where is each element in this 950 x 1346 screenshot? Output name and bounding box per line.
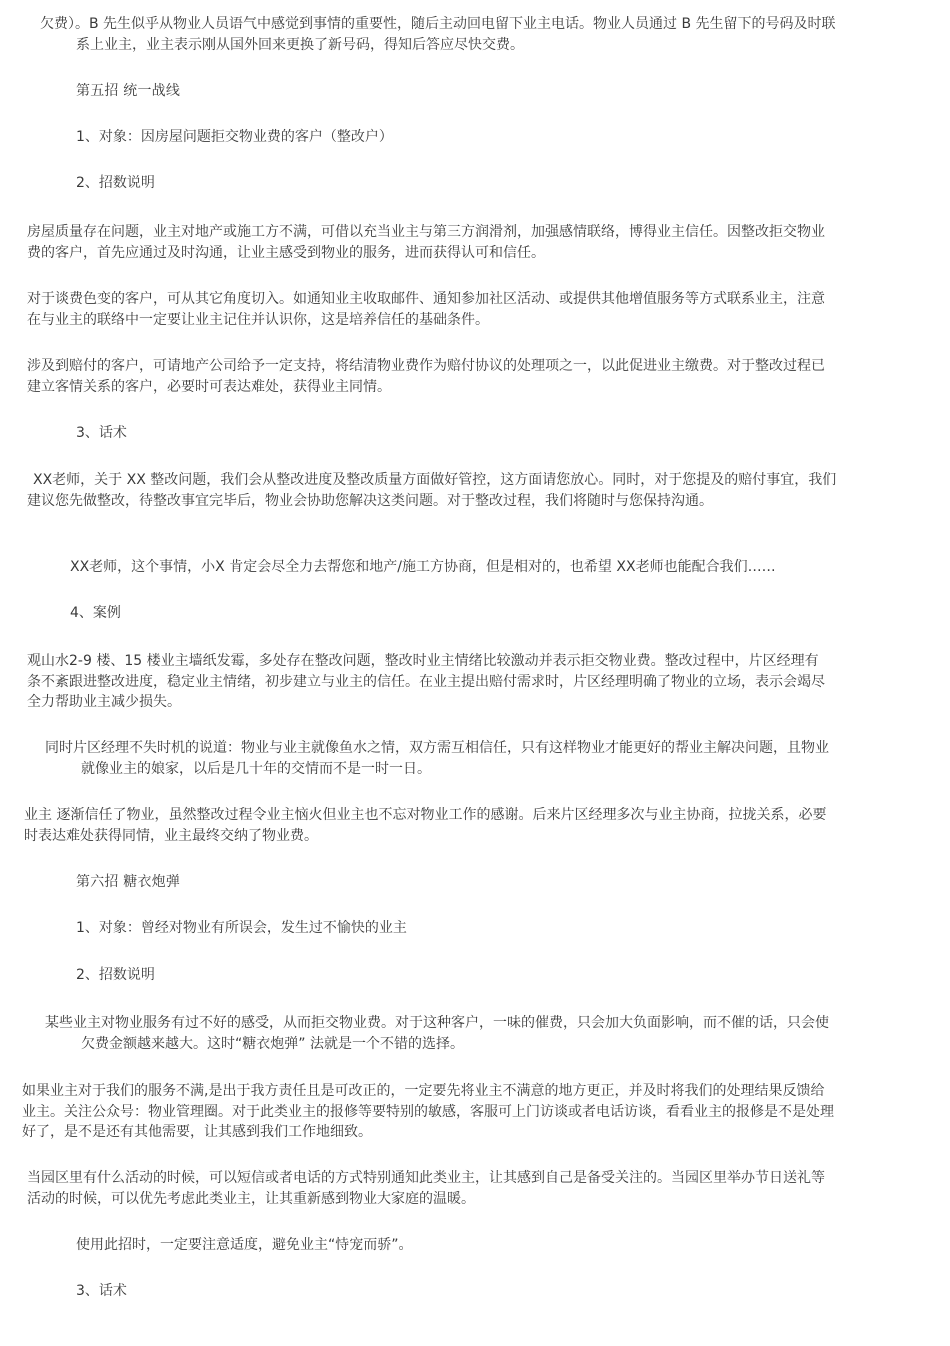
section-heading-sixth-move: 第六招 糖衣炮弹 (76, 874, 181, 890)
item-target-sixth: 1、对象：曾经对物业有所误会，发生过不愉快的业主 (76, 920, 407, 936)
paragraph-sugarcoated: 某些业主对物业服务有过不好的感受，从而拒交物业费。对于这种客户，一味的催费，只会加大负面影响，而不催的话，只会使欠费金额越来越大。这时“糖衣炮弹” 法就是一个不错的选择。 (45, 1015, 829, 1052)
paragraph-fee-averse: 对于谈费色变的客户，可从其它角度切入。如通知业主收取邮件、通知参加社区活动、或提供其他增值服务等方式联系业主，注意在与业主的联络中一定要让业主记住并认识你，这是培养信任的基础条件。 (27, 291, 825, 328)
paragraph-script-one: XX老师，关于 XX 整改问题，我们会从整改进度及整改质量方面做好管控，这方面请您放心。同时，对于您提及的赔付事宜，我们建议您先做整改，待整改事宜完毕后，物业会协助您解决这类问题。对于整改过程，我们将随时与您保持沟通。 (27, 472, 837, 509)
item-move-description-sixth: 2、招数说明 (76, 967, 155, 983)
paragraph-moderation: 使用此招时，一定要注意适度，避免业主“恃宠而骄”。 (76, 1237, 413, 1253)
paragraph-service-correction: 如果业主对于我们的服务不满,是出于我方责任且是可改正的，一定要先将业主不满意的地方更正，并及时将我们的处理结果反馈给业主。关注公众号：物业管理圈。对于此类业主的报修等要特别的敏感，客服可上门访谈或者电话访谈，看看业主的报修是不是处理好了，是不是还有其他需要，让其感到我们工作地细致。 (22, 1083, 834, 1140)
item-script: 3、话术 (76, 425, 127, 441)
paragraph-case-dialogue: 同时片区经理不失时机的说道：物业与业主就像鱼水之情，双方需互相信任，只有这样物业才能更好的帮业主解决问题，且物业就像业主的娘家，以后是几十年的交情而不是一时一日。 (45, 740, 829, 777)
paragraph-special-notice: 当园区里有什么活动的时候，可以短信或者电话的方式特别通知此类业主，让其感到自己是备受关注的。当园区里举办节日送礼等活动的时候，可以优先考虑此类业主，让其重新感到物业大家庭的温暖。 (27, 1170, 825, 1207)
paragraph-quality-issue: 房屋质量存在问题，业主对地产或施工方不满，可借以充当业主与第三方润滑剂，加强感情联络，博得业主信任。因整改拒交物业费的客户，首先应通过及时沟通，让业主感受到物业的服务，进而获得认可和信任。 (27, 224, 825, 261)
paragraph-case-background: 观山水2-9 楼、15 楼业主墙纸发霉，多处存在整改问题，整改时业主情绪比较激动并表示拒交物业费。整改过程中，片区经理有条不紊跟进整改进度，稳定业主情绪，初步建立与业主的信任。在业主提出赔付需求时，片区经理明确了物业的立场，表示会竭尽全力帮助业主减少损失。 (27, 653, 825, 710)
paragraph-script-two: XX老师，这个事情，小X 肯定会尽全力去帮您和地产/施工方协商，但是相对的，也希望 XX老师也能配合我们…… (70, 559, 776, 575)
item-script-sixth: 3、话术 (76, 1283, 127, 1299)
item-move-description: 2、招数说明 (76, 175, 155, 191)
paragraph-compensation: 涉及到赔付的客户，可请地产公司给予一定支持，将结清物业费作为赔付协议的处理项之一，以此促进业主缴费。对于整改过程已建立客情关系的客户，必要时可表达难处，获得业主同情。 (27, 358, 825, 395)
section-heading-fifth-move: 第五招 统一战线 (76, 83, 181, 99)
paragraph-case-continued: 欠费）。B 先生似乎从物业人员语气中感觉到事情的重要性，随后主动回电留下业主电话。物业人员通过 B 先生留下的号码及时联系上业主，业主表示刚从国外回来更换了新号码，得知后答应尽快交费。 (40, 16, 836, 53)
item-case: 4、案例 (70, 605, 121, 621)
paragraph-case-result: 业主 逐渐信任了物业，虽然整改过程令业主恼火但业主也不忘对物业工作的感谢。后来片区经理多次与业主协商，拉拢关系，必要时表达难处获得同情，业主最终交纳了物业费。 (24, 807, 827, 844)
item-target: 1、对象：因房屋问题拒交物业费的客户（整改户） (76, 129, 393, 145)
